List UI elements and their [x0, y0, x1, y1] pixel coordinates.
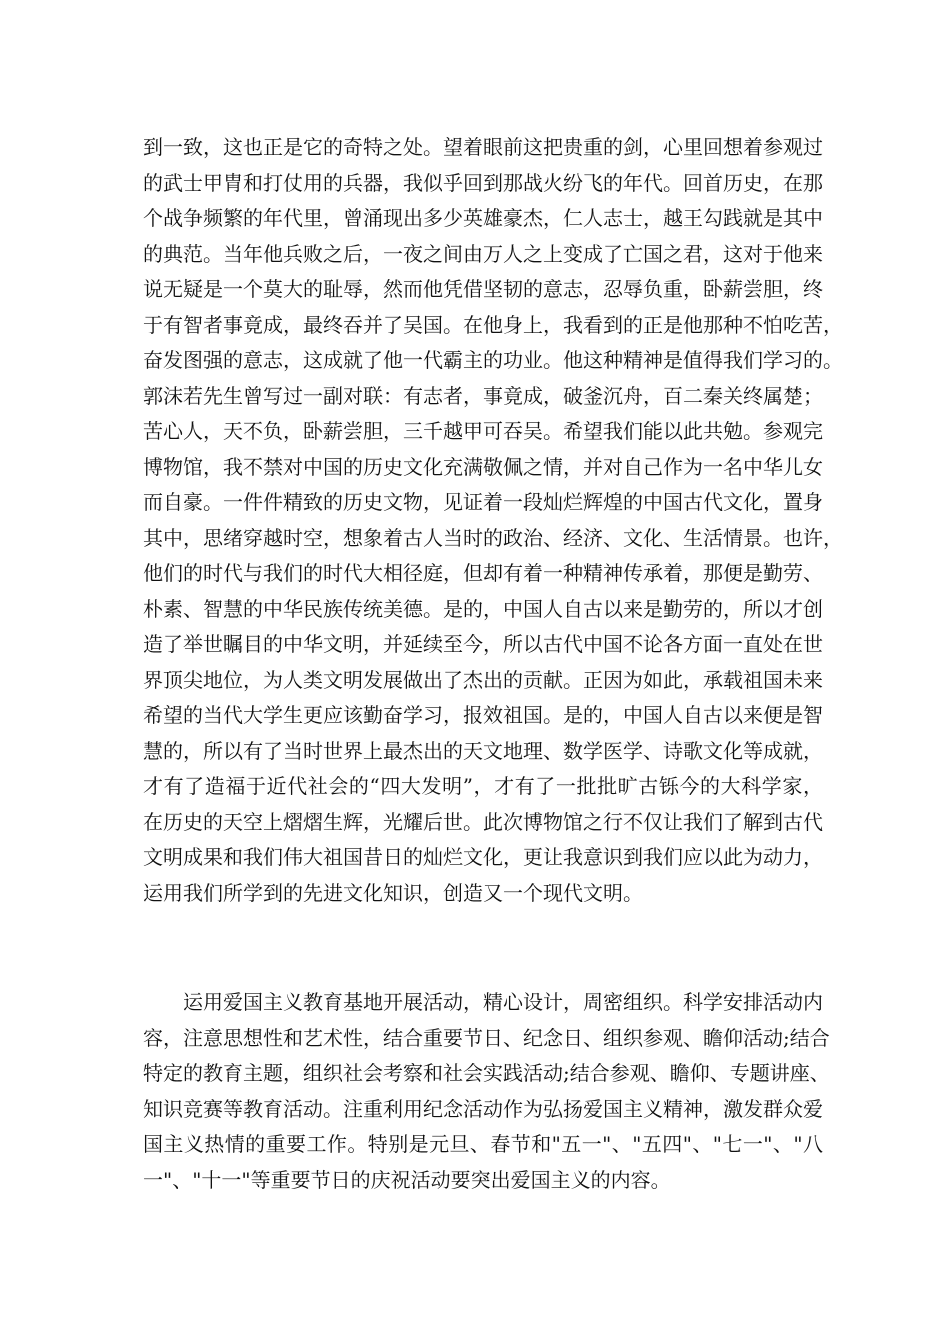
paragraph-patriotic-education — [143, 985, 830, 1198]
text-line: 其中，思绪穿越时空，想象着古人当时的政治、经济、文化、生活情景。也许， — [143, 525, 843, 550]
text-line: 博物馆，我不禁对中国的历史文化充满敬佩之情，并对自己作为一名中华儿女 — [143, 454, 823, 479]
text-line: 运用爱国主义教育基地开展活动，精心设计，周密组织。科学安排活动内 — [183, 990, 823, 1014]
text-line: 造了举世瞩目的中华文明，并延续至今，所以古代中国不论各方面一直处在世 — [143, 632, 823, 656]
text-line: 的典范。当年他兵败之后，一夜之间由万人之上变成了亡国之君，这对于他来 — [143, 241, 823, 266]
paragraph-museum-reflection — [143, 130, 843, 911]
text-line: 文明成果和我们伟大祖国昔日的灿烂文化，更让我意识到我们应以此为动力， — [143, 845, 823, 869]
text-line: 个战争频繁的年代里，曾涌现出多少英雄豪杰，仁人志士，越王勾践就是其中 — [143, 206, 823, 230]
text-line: 容，注意思想性和艺术性，结合重要节日、纪念日、组织参观、瞻仰活动;结合 — [143, 1025, 830, 1050]
text-line: 他们的时代与我们的时代大相径庭，但却有着一种精神传承着，那便是勤劳、 — [143, 561, 823, 585]
text-line: 在历史的天空上熠熠生辉，光耀后世。此次博物馆之行不仅让我们了解到古代 — [143, 809, 823, 834]
text-line: 希望的当代大学生更应该勤奋学习，报效祖国。是的，中国人自古以来便是智 — [143, 703, 823, 727]
text-line: 知识竞赛等教育活动。注重利用纪念活动作为弘扬爱国主义精神，激发群众爱 — [143, 1096, 823, 1121]
text-line: 一"、"十一"等重要节日的庆祝活动要突出爱国主义的内容。 — [143, 1167, 671, 1192]
text-line: 的武士甲胄和打仗用的兵器，我似乎回到那战火纷飞的年代。回首历史，在那 — [143, 170, 823, 195]
text-line: 特定的教育主题，组织社会考察和社会实践活动;结合参观、瞻仰、专题讲座、 — [143, 1061, 830, 1085]
text-line: 郭沫若先生曾写过一副对联：有志者，事竟成，破釜沉舟，百二秦关终属楚； — [143, 383, 823, 408]
text-line: 慧的，所以有了当时世界上最杰出的天文地理、数学医学、诗歌文化等成就， — [143, 738, 823, 763]
text-line: 朴素、智慧的中华民族传统美德。是的，中国人自古以来是勤劳的，所以才创 — [143, 596, 823, 621]
text-line: 而自豪。一件件精致的历史文物，见证着一段灿烂辉煌的中国古代文化，置身 — [143, 490, 823, 514]
text-line: 运用我们所学到的先进文化知识，创造又一个现代文明。 — [143, 880, 643, 905]
text-line: 到一致，这也正是它的奇特之处。望着眼前这把贵重的剑，心里回想着参观过 — [143, 135, 823, 159]
text-line: 苦心人，天不负，卧薪尝胆，三千越甲可吞吴。希望我们能以此共勉。参观完 — [143, 419, 823, 443]
text-line: 才有了造福于近代社会的“四大发明”，才有了一批批旷古铄今的大科学家， — [143, 774, 823, 798]
text-line: 说无疑是一个莫大的耻辱，然而他凭借坚韧的意志，忍辱负重，卧薪尝胆，终 — [143, 277, 823, 301]
text-line: 于有智者事竟成，最终吞并了吴国。在他身上，我看到的正是他那种不怕吃苦， — [143, 312, 843, 337]
text-line: 国主义热情的重要工作。特别是元旦、春节和"五一"、"五四"、"七一"、"八 — [143, 1132, 823, 1156]
text-line: 界顶尖地位，为人类文明发展做出了杰出的贡献。正因为如此，承载祖国未来 — [143, 667, 823, 692]
text-line: 奋发图强的意志，这成就了他一代霸主的功业。他这种精神是值得我们学习的。 — [143, 348, 843, 372]
